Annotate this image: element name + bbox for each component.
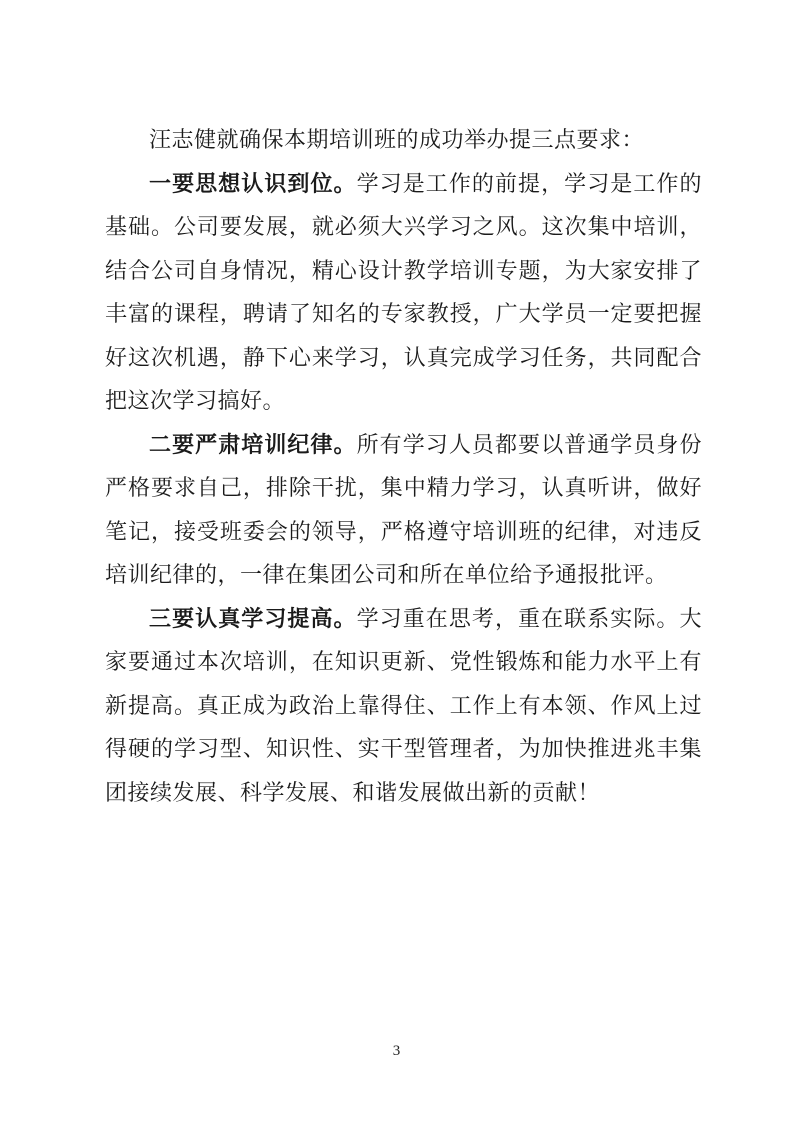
- paragraph-point-2-text: 所有学习人员都要以普通学员身份严格要求自己，排除干扰，集中精力学习，认真听讲，做好笔记，接受班委会的领导，严格遵守培训班的纪律，对违反培训纪律的，一律在集团公司和所在单位给予通报批评。: [105, 431, 702, 587]
- paragraph-intro-text: 汪志健就确保本期培训班的成功举办提三点要求：: [149, 127, 645, 152]
- document-body: [105, 118, 702, 814]
- paragraph-point-1: [105, 162, 702, 423]
- paragraph-point-3-text: 学习重在思考，重在联系实际。大家要通过本次培训，在知识更新、党性锻炼和能力水平上有新提高。真正成为政治上靠得住、工作上有本领、作风上过得硬的学习型、知识性、实干型管理者，为加快推进兆丰集团接续发展、科学发展、和谐发展做出新的贡献！: [105, 605, 702, 805]
- paragraph-point-3-lead: 三要认真学习提高。: [149, 605, 357, 631]
- paragraph-point-1-lead: 一要思想认识到位。: [149, 170, 357, 196]
- paragraph-point-2: [105, 423, 702, 597]
- paragraph-point-1-text: 学习是工作的前提，学习是工作的基础。公司要发展，就必须大兴学习之风。这次集中培训，结合公司自身情况，精心设计教学培训专题，为大家安排了丰富的课程，聘请了知名的专家教授，广大学员一定要把握好这次机遇，静下心来学习，认真完成学习任务，共同配合把这次学习搞好。: [105, 170, 702, 413]
- page-number: 3: [392, 1043, 401, 1059]
- paragraph-point-3: [105, 597, 702, 815]
- paragraph-intro: [105, 118, 702, 162]
- paragraph-point-2-lead: 二要严肃培训纪律。: [149, 431, 357, 457]
